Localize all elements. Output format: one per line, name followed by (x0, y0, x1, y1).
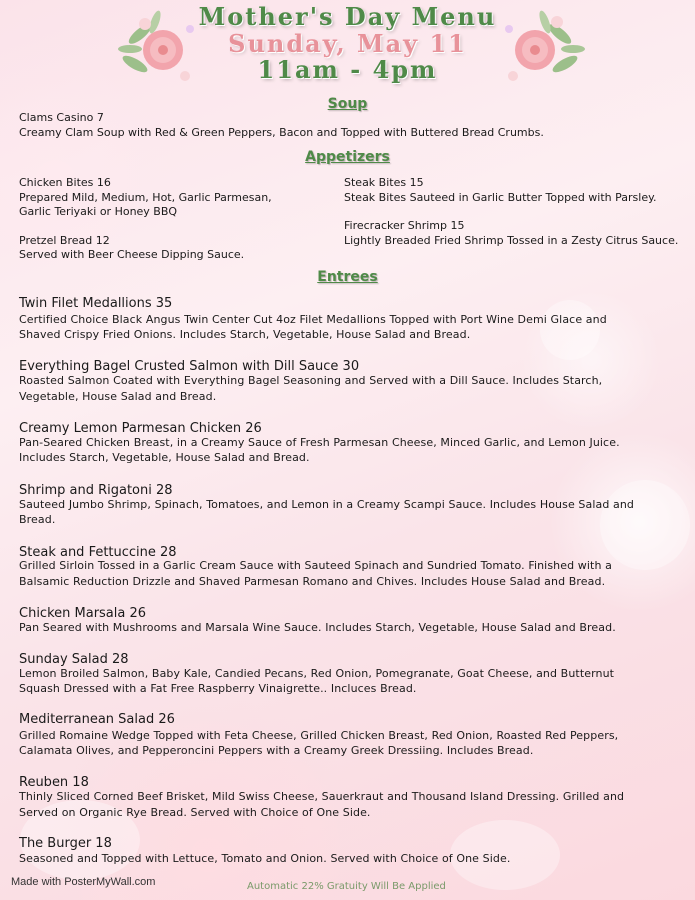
appetizer-desc: Lightly Breaded Fried Shrimp Tossed in a Zesty Citrus Sauce. (344, 234, 679, 247)
soup-item-name: Clams Casino 7 (19, 111, 104, 124)
entree-desc: Grilled Romaine Wedge Topped with Feta Cheese, Grilled Chicken Breast, Red Onion, Roasted Red Peppers, (19, 729, 619, 742)
entree-desc: Bread. (19, 513, 56, 526)
entree-desc: Includes Starch, Vegetable, House Salad and Bread. (19, 451, 310, 464)
appetizer-desc: Prepared Mild, Medium, Hot, Garlic Parmesan, (19, 191, 272, 204)
entree-desc: Roasted Salmon Coated with Everything Bagel Seasoning and Served with a Dill Sauce. Includes Starch, (19, 374, 603, 387)
entree-name: Mediterranean Salad 26 (19, 712, 175, 727)
entree-desc: Grilled Sirloin Tossed in a Garlic Cream Sauce with Sauteed Spinach and Sundried Tomato. Finished with a (19, 559, 612, 572)
entree-desc: Balsamic Reduction Drizzle and Shaved Parmesan Romano and Chives. Includes House Salad and Bread. (19, 575, 606, 588)
appetizer-desc: Garlic Teriyaki or Honey BBQ (19, 205, 178, 218)
menu-title: Mother's Day Menu (198, 2, 497, 31)
appetizers-heading: Appetizers (305, 149, 390, 165)
menu-hours: 11am - 4pm (257, 55, 438, 84)
postermywall-credit-link[interactable]: Made with PosterMyWall.com (11, 876, 156, 888)
entree-name: Reuben 18 (19, 775, 89, 790)
soup-heading: Soup (327, 96, 368, 112)
appetizer-name: Pretzel Bread 12 (19, 234, 110, 247)
entree-desc: Lemon Broiled Salmon, Baby Kale, Candied Pecans, Red Onion, Pomegranate, Goat Cheese, and Butternut (19, 667, 615, 680)
entree-name: The Burger 18 (19, 836, 112, 851)
appetizer-desc: Steak Bites Sauteed in Garlic Butter Topped with Parsley. (344, 191, 657, 204)
entree-name: Twin Filet Medallions 35 (19, 296, 173, 311)
entree-desc: Seasoned and Topped with Lettuce, Tomato and Onion. Served with Choice of One Side. (19, 852, 511, 865)
entree-desc: Pan-Seared Chicken Breast, in a Creamy Sauce of Fresh Parmesan Cheese, Minced Garlic, and Lemon Juice. (19, 436, 620, 449)
soup-item-desc: Creamy Clam Soup with Red & Green Peppers, Bacon and Topped with Buttered Bread Crumbs. (19, 126, 544, 139)
entree-name: Chicken Marsala 26 (19, 606, 147, 621)
entree-desc: Shaved Crispy Fried Onions. Includes Starch, Vegetable, House Salad and Bread. (19, 328, 471, 341)
gratuity-note: Automatic 22% Gratuity Will Be Applied (247, 881, 446, 892)
entree-desc: Served on Organic Rye Bread. Served with Choice of One Side. (19, 806, 371, 819)
entree-name: Steak and Fettuccine 28 (19, 545, 177, 560)
entrees-heading: Entrees (317, 269, 378, 285)
appetizer-desc: Served with Beer Cheese Dipping Sauce. (19, 248, 245, 261)
entree-desc: Sauteed Jumbo Shrimp, Spinach, Tomatoes, and Lemon in a Creamy Scampi Sauce. Includes House Salad and (19, 498, 635, 511)
entree-desc: Squash Dressed with a Fat Free Raspberry Vinaigrette.. Incluces Bread. (19, 682, 417, 695)
appetizer-name: Firecracker Shrimp 15 (344, 219, 465, 232)
entree-name: Sunday Salad 28 (19, 652, 129, 667)
menu-date: Sunday, May 11 (228, 29, 467, 58)
entree-desc: Certified Choice Black Angus Twin Center Cut 4oz Filet Medallions Topped with Port Wine Demi Glace and (19, 313, 607, 326)
entree-desc: Thinly Sliced Corned Beef Brisket, Mild Swiss Cheese, Sauerkraut and Thousand Island Dressing. Grilled and (19, 790, 625, 803)
entree-desc: Calamata Olives, and Pepperoncini Peppers with a Creamy Greek Dressiing. Includes Bread. (19, 744, 534, 757)
entree-desc: Vegetable, House Salad and Bread. (19, 390, 217, 403)
appetizer-name: Chicken Bites 16 (19, 176, 111, 189)
appetizer-name: Steak Bites 15 (344, 176, 424, 189)
entree-name: Creamy Lemon Parmesan Chicken 26 (19, 421, 262, 436)
entree-name: Everything Bagel Crusted Salmon with Dill Sauce 30 (19, 359, 360, 374)
entree-name: Shrimp and Rigatoni 28 (19, 483, 173, 498)
entree-desc: Pan Seared with Mushrooms and Marsala Wine Sauce. Includes Starch, Vegetable, House Salad and Bread. (19, 621, 616, 634)
